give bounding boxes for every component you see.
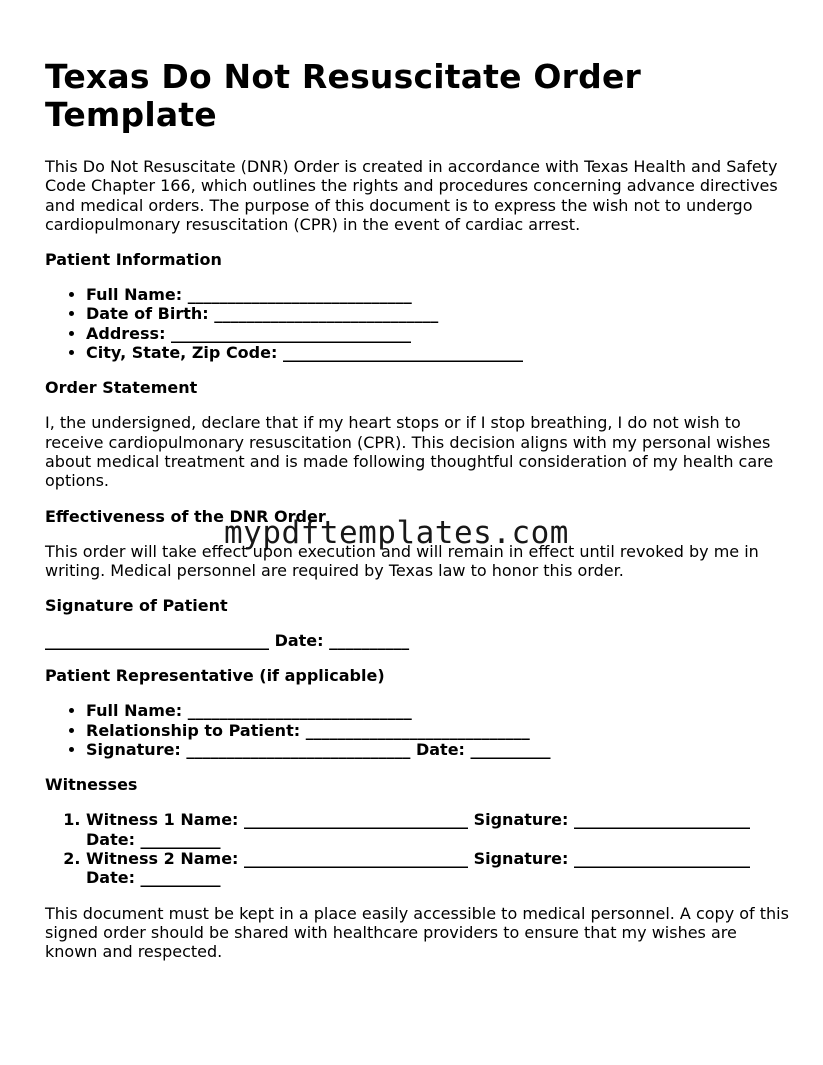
effectiveness-heading: Effectiveness of the DNR Order — [45, 506, 326, 526]
full-name-field: • Full Name: ____________________________ — [86, 285, 790, 304]
order-statement-heading: Order Statement — [45, 378, 198, 398]
rep-signature-field: • Signature: ____________________________ Date: __________ — [86, 740, 790, 759]
date-of-birth-field: • Date of Birth: ____________________________ — [86, 304, 790, 323]
rep-full-name-field: • Full Name: ____________________________ — [86, 701, 790, 720]
intro-paragraph: This Do Not Resuscitate (DNR) Order is created in accordance with Texas Health and Safety Code Chapter 166, which outlines the rights and procedures concerning advance directives and medical orders. The purpose of this document is to express the wish not to undergo cardiopulmonary resuscitation (CPR) in the event of cardiac arrest. — [45, 157, 778, 234]
order-statement-text: I, the undersigned, declare that if my heart stops or if I stop breathing, I do not wish to receive cardiopulmonary resuscitation (CPR). This decision aligns with my personal wishes about medical treatment and is made following thoughtful consideration of my health care options. — [45, 413, 774, 491]
witnesses-list — [45, 810, 790, 887]
closing-paragraph: This document must be kept in a place easily accessible to medical personnel. A copy of this signed order should be shared with healthcare providers to ensure that my wishes are known and respected. — [45, 903, 789, 962]
witnesses-heading: Witnesses — [45, 775, 138, 795]
document-title: Texas Do Not Resuscitate Order Template — [45, 57, 642, 134]
rep-relationship-field: • Relationship to Patient: ____________________________ — [86, 721, 790, 740]
patient-signature-line: ____________________________ Date: __________ — [45, 631, 410, 651]
witness-1-field: 1. Witness 1 Name: ____________________________ Signature: ______________________ Date: __________ — [86, 810, 790, 849]
patient-info-list — [45, 285, 790, 362]
patient-signature-heading: Signature of Patient — [45, 596, 228, 616]
representative-list — [45, 701, 790, 759]
witness-2-field: 2. Witness 2 Name: ____________________________ Signature: ______________________ Date: __________ — [86, 849, 790, 888]
representative-heading: Patient Representative (if applicable) — [45, 666, 385, 686]
address-field: • Address: ______________________________ — [86, 324, 790, 343]
patient-info-heading: Patient Information — [45, 250, 222, 270]
document-page — [45, 58, 790, 961]
city-state-zip-field: • City, State, Zip Code: ______________________________ — [86, 343, 790, 362]
effectiveness-text: This order will take effect upon execution and will remain in effect until revoked by me in writing. Medical personnel are required by Texas law to honor this order. — [45, 541, 759, 580]
watermark-text: mypdftemplates.com — [224, 515, 569, 551]
